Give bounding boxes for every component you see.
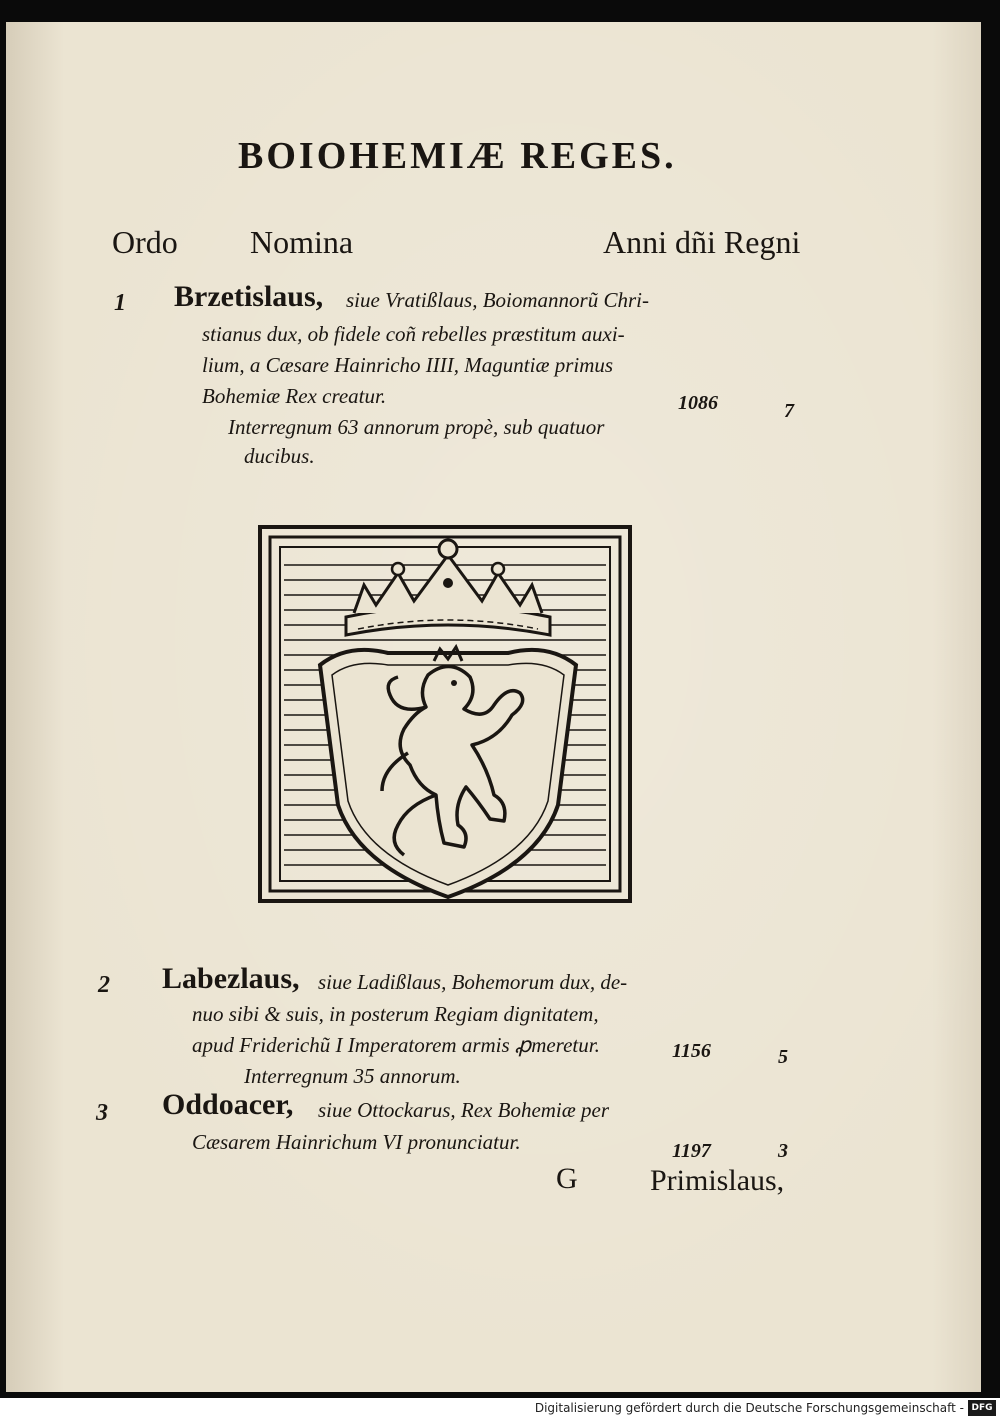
interregnum-line: ducibus. [244,444,315,468]
entry-text-line: nuo sibi & suis, in posterum Regiam dignitatem, [192,1002,599,1026]
entry-year: 1197 [672,1140,711,1162]
interregnum-line: Interregnum 35 annorum. [244,1064,461,1088]
entry-text-line: stianus dux, ob fidele coñ rebelles præstitum auxi- [202,322,625,346]
entry-number: 2 [98,972,110,998]
entry-reign-years: 3 [778,1140,788,1162]
column-header-anni: Anni dñi Regni [603,224,801,260]
entry-reign-years: 7 [784,400,794,422]
book-page [6,22,981,1392]
footer-credit: Digitalisierung gefördert durch die Deutsche Forschungsgemeinschaft - [534,1401,964,1415]
entry-text-line: Bohemiæ Rex creatur. [202,384,387,408]
bohemian-lion-coat-of-arms [258,525,632,903]
catchword: Primislaus, [650,1164,785,1197]
entry-text-line: Cæsarem Hainrichum VI pronunciatur. [192,1130,521,1154]
column-header-ordo: Ordo [112,224,178,260]
signature-mark: G [556,1162,578,1195]
entry-year: 1086 [678,392,718,414]
entry-number: 1 [114,290,126,316]
entry-name: Brzetislaus, [174,280,324,313]
entry-reign-years: 5 [778,1046,788,1068]
entry-text-line: siue Ladißlaus, Bohemorum dux, de- [318,970,628,994]
entry-text-line: siue Vratißlaus, Boiomannorũ Chri- [346,288,649,312]
entry-year: 1156 [672,1040,711,1062]
entry-text-line: siue Ottockarus, Rex Bohemiæ per [318,1098,610,1122]
entry-name: Labezlaus, [162,962,300,995]
dfg-logo: DFG [968,1400,996,1416]
entry-name: Oddoacer, [162,1088,294,1121]
column-header-nomina: Nomina [250,224,354,260]
entry-text-line: lium, a Cæsare Hainricho IIII, Maguntiæ primus [202,353,614,377]
entry-number: 3 [96,1100,108,1126]
entry-text-line: apud Friderichũ I Imperatorem armis ꝓmeretur. [192,1033,600,1057]
interregnum-line: Interregnum 63 annorum propè, sub quatuor [228,415,605,439]
page-title: BOIOHEMIÆ REGES. [238,135,677,177]
